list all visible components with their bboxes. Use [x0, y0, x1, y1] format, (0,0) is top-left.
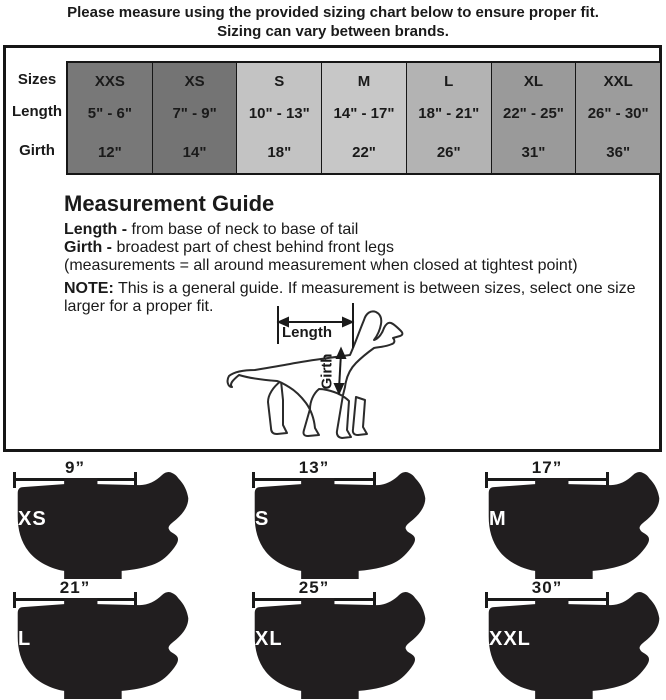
coat-panel-xs	[4, 458, 220, 579]
size-cell: XL	[523, 73, 544, 90]
length-cell: 10" - 13"	[248, 105, 310, 122]
size-column-m	[322, 63, 407, 173]
size-cell: M	[357, 73, 371, 90]
coat-silhouette	[247, 471, 433, 579]
coat-silhouette	[10, 591, 196, 699]
girth-term: Girth -	[64, 239, 112, 256]
coat-width-label: 13”	[298, 458, 330, 477]
size-column-s	[237, 63, 322, 173]
girth-definition: Girth - broadest part of chest behind front legs	[64, 239, 394, 256]
coat-size-label: L	[18, 628, 32, 650]
girth-cell: 26"	[436, 143, 461, 161]
length-cell: 26" - 30"	[587, 105, 649, 122]
length-cell: 18" - 21"	[418, 105, 480, 122]
girth-diagram-label: Girth	[318, 353, 336, 390]
size-table-grid	[66, 61, 662, 175]
size-cell: XXS	[94, 73, 125, 90]
coat-panel-xxl	[450, 578, 666, 699]
size-column-xxl	[576, 63, 660, 173]
size-column-xs	[153, 63, 238, 173]
row-header-girth: Girth	[19, 141, 55, 159]
coat-size-label: M	[489, 508, 507, 530]
coat-panel-m	[450, 458, 666, 579]
coat-panel-xl	[227, 578, 443, 699]
note-paragraph: NOTE: This is a general guide. If measurement is between sizes, select one size larger for a proper fit.	[64, 280, 636, 315]
girth-cell: 12"	[97, 143, 122, 161]
row-header-length: Length	[12, 103, 62, 120]
length-definition: Length - from base of neck to base of tail	[64, 221, 359, 238]
size-column-xxs	[68, 63, 153, 173]
size-cell: S	[274, 73, 285, 90]
note-label: NOTE:	[64, 280, 114, 297]
coat-width-label: 25”	[298, 578, 330, 597]
size-table-row-headers	[8, 61, 66, 175]
size-cell: L	[444, 73, 454, 90]
coat-panel-s	[227, 458, 443, 579]
length-diagram-label: Length	[282, 324, 332, 341]
coat-silhouette	[481, 471, 666, 579]
size-cell: XXL	[603, 73, 633, 90]
girth-cell: 22"	[352, 143, 376, 161]
coat-width-label: 17”	[531, 458, 563, 477]
coat-size-label: XS	[18, 508, 47, 530]
length-cell: 14" - 17"	[333, 105, 395, 122]
girth-cell: 36"	[606, 143, 631, 161]
row-header-sizes: Sizes	[17, 71, 57, 88]
header-line2: Sizing can vary between brands.	[217, 23, 449, 40]
coat-size-label: S	[255, 508, 270, 530]
measurement-guide-title: Measurement Guide	[64, 191, 275, 216]
coat-width-label: 30”	[531, 578, 563, 597]
dog-far-front-leg	[353, 397, 367, 435]
length-cell: 7" - 9"	[172, 105, 217, 122]
girth-cell: 31"	[521, 143, 546, 161]
coat-width-label: 9”	[65, 458, 85, 477]
header-text	[0, 3, 666, 41]
girth-cell: 18"	[267, 143, 292, 161]
size-cell: XS	[184, 73, 205, 90]
girth-arrowhead-top	[337, 349, 345, 358]
measurement-parenthetical: (measurements = all around measurement when closed at tightest point)	[64, 257, 578, 274]
size-column-xl	[492, 63, 577, 173]
length-term: Length -	[64, 221, 128, 238]
girth-cell: 14"	[182, 143, 207, 161]
coat-size-label: XL	[255, 628, 283, 650]
size-table	[8, 61, 662, 175]
coat-size-label: XXL	[489, 628, 531, 650]
size-column-l	[407, 63, 492, 173]
size-guide-box	[3, 45, 662, 452]
coat-width-label: 21”	[59, 578, 91, 597]
length-cell: 5" - 6"	[87, 105, 132, 122]
measurement-guide	[64, 192, 652, 316]
dog-far-rear-leg	[268, 381, 287, 434]
coat-panel-l	[4, 578, 220, 699]
length-arrowhead-right	[343, 318, 352, 326]
length-cell: 22" - 25"	[502, 105, 564, 122]
header-line1: Please measure using the provided sizing chart below to ensure proper fit.	[67, 4, 599, 21]
